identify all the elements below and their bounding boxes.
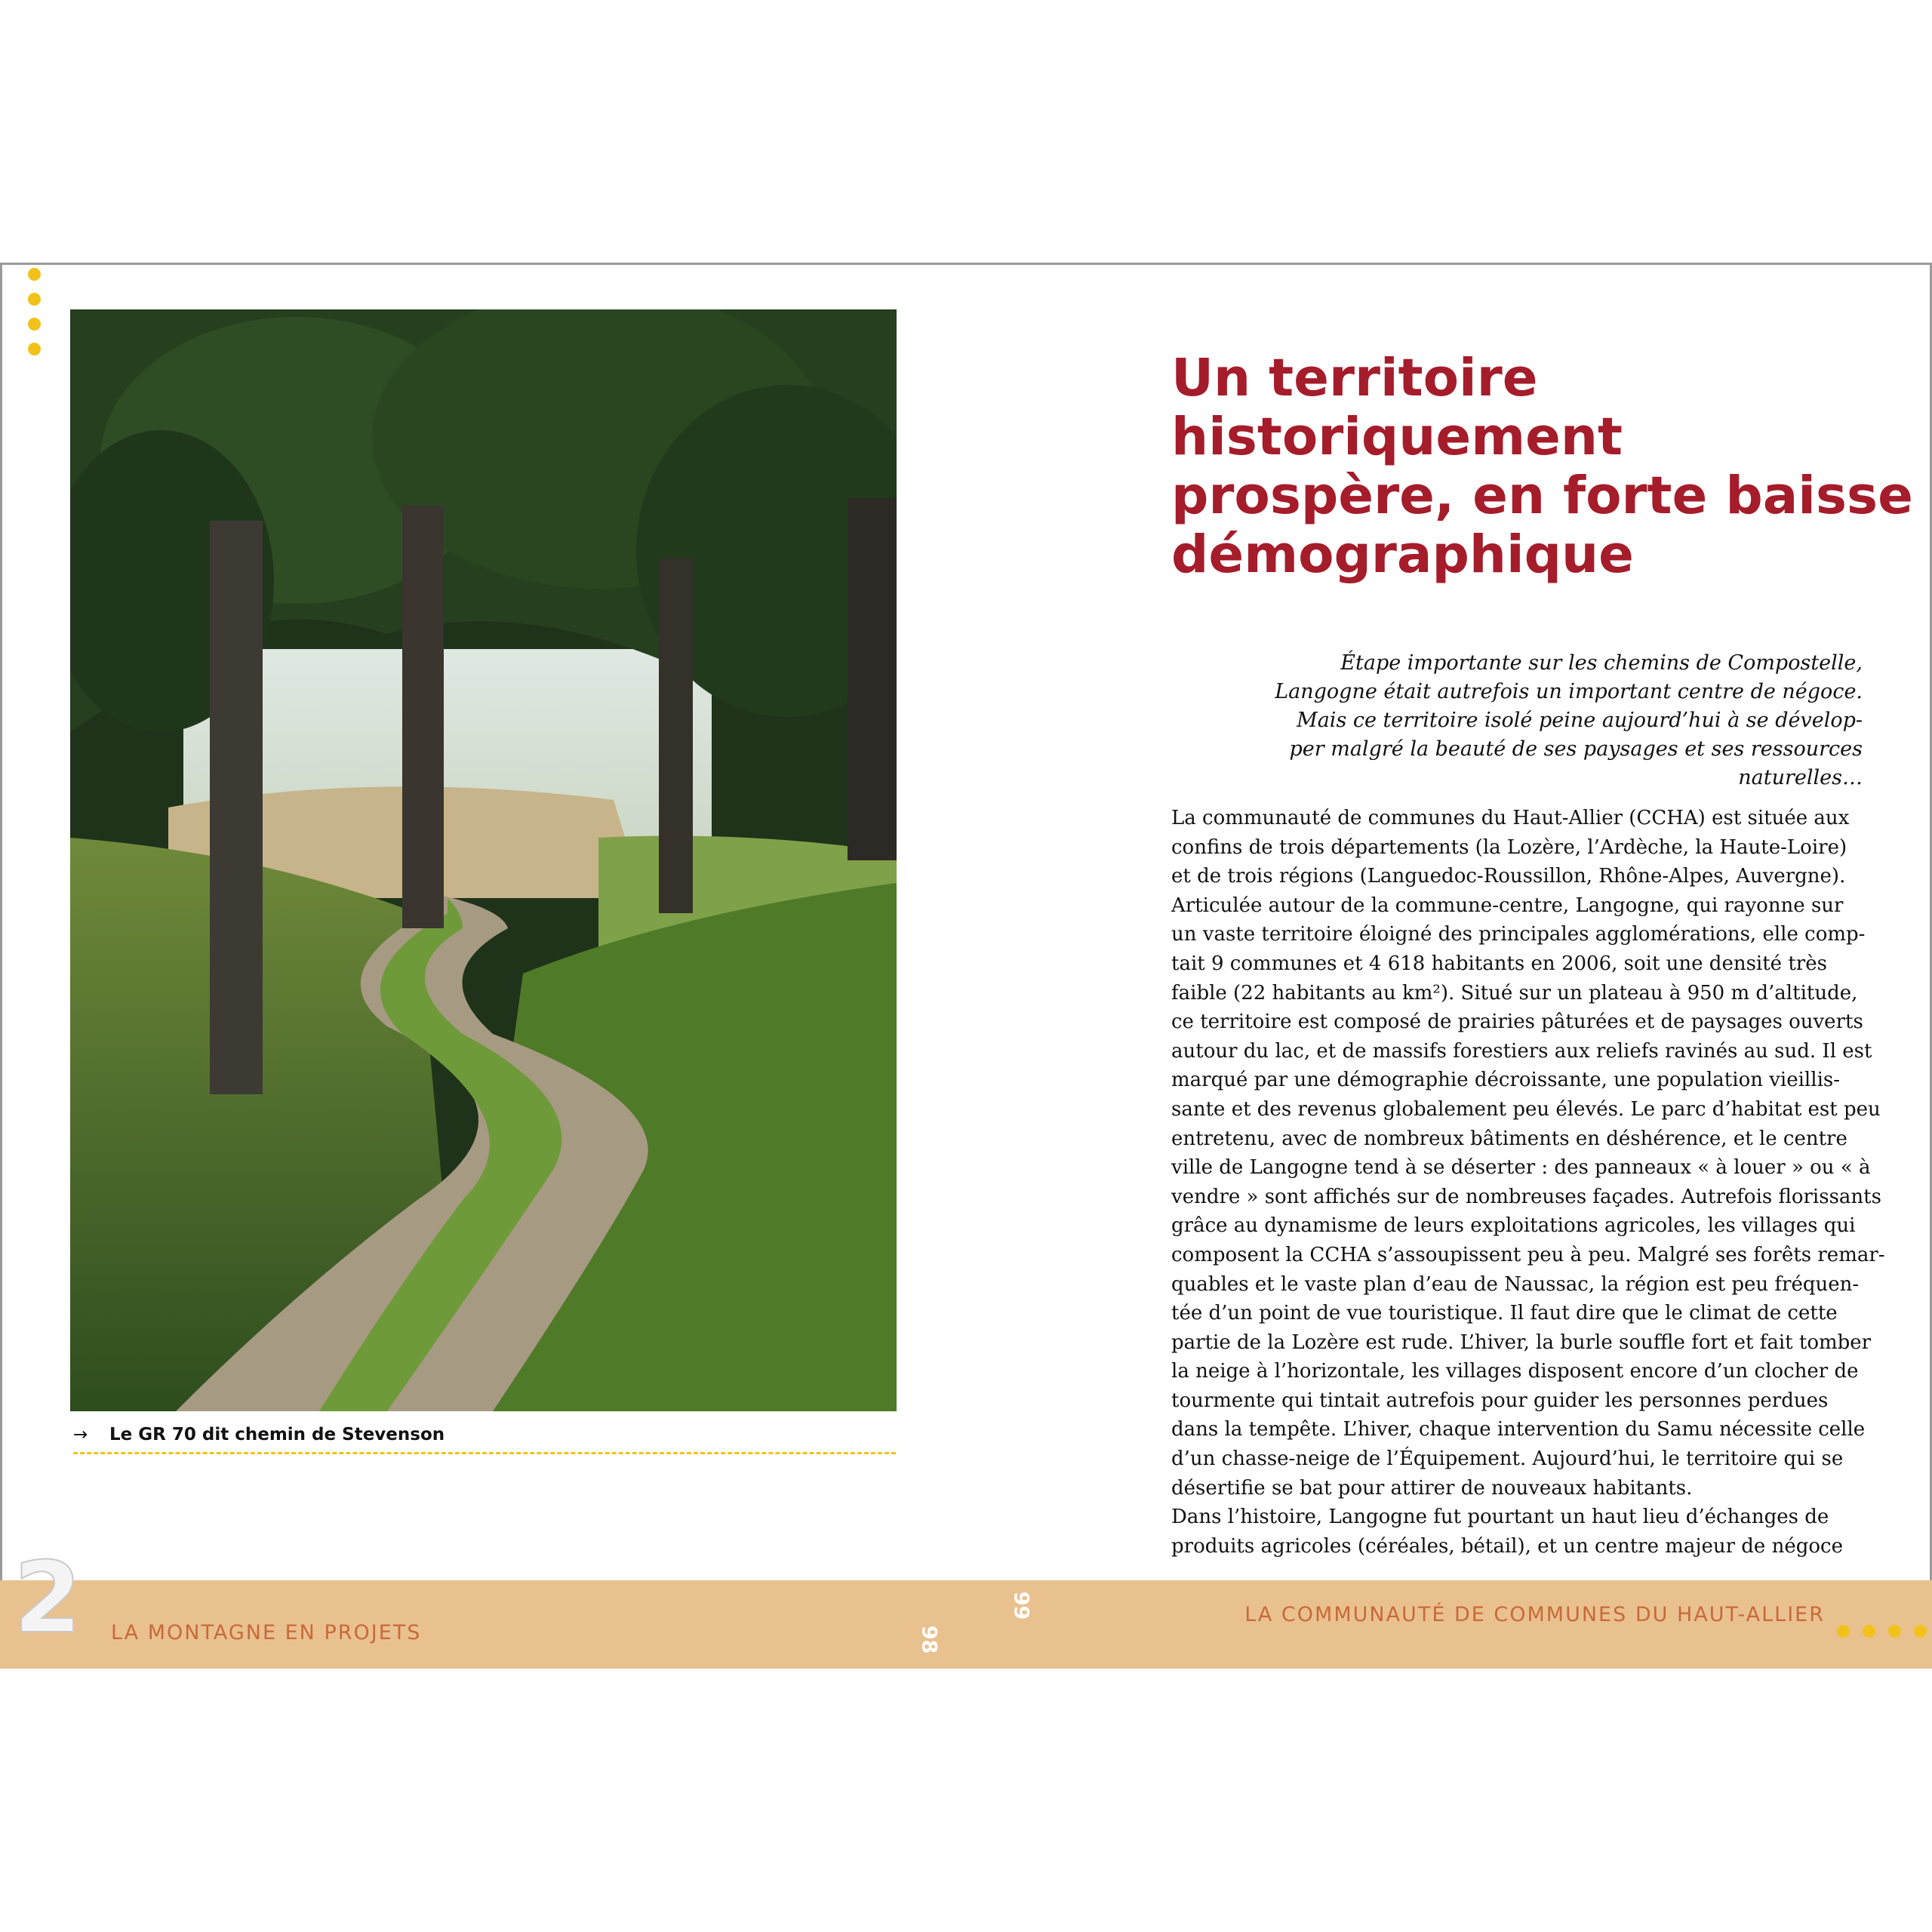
lead-line: per malgré la beauté de ses paysages et ses ressources <box>1289 737 1863 761</box>
body-line: Dans l’histoire, Langogne fut pourtant un haut lieu d’échanges de <box>1171 1506 1829 1529</box>
body-line: autour du lac, et de massifs forestiers aux reliefs ravinés au sud. Il est <box>1171 1039 1872 1063</box>
photo-illustration <box>70 309 897 1411</box>
body-line: d’un chasse-neige de l’Équipement. Aujourd’hui, le territoire qui se <box>1171 1447 1844 1471</box>
body-line: ville de Langogne tend à se déserter : des panneaux « à louer » ou « à <box>1171 1156 1871 1180</box>
caption-text: Le GR 70 dit chemin de Stevenson <box>109 1425 445 1444</box>
body-line: faible (22 habitants au km²). Situé sur un plateau à 950 m d’altitude, <box>1171 981 1858 1004</box>
arrow-right-icon: → <box>73 1425 88 1444</box>
body-text <box>1171 804 1885 1561</box>
article-title <box>1171 348 1913 585</box>
body-line: grâce au dynamisme de leurs exploitations agricoles, les villages qui <box>1171 1214 1856 1238</box>
body-line: un vaste territoire éloigné des principales agglomérations, elle comp- <box>1171 923 1866 946</box>
body-line: vendre » sont affichés sur de nombreuses façades. Autrefois florissants <box>1171 1185 1881 1208</box>
page-number-left: 98 <box>917 1625 941 1654</box>
title-line: Un territoire <box>1171 348 1538 408</box>
lead-line: Langogne était autrefois un important centre de négoce. <box>1275 680 1863 703</box>
body-line: dans la tempête. L’hiver, chaque intervention du Samu nécessite celle <box>1171 1418 1866 1441</box>
body-line: produits agricoles (céréales, bétail), et un centre majeur de négoce <box>1171 1534 1843 1558</box>
body-line: sante et des revenus globalement peu élevés. Le parc d’habitat est peu <box>1171 1097 1881 1121</box>
body-line: composent la CCHA s’assoupissent peu à peu. Malgré ses forêts remar- <box>1171 1243 1885 1266</box>
decorative-dots-vertical <box>28 268 43 368</box>
lead-line: Étape importante sur les chemins de Compostelle, <box>1340 651 1863 675</box>
body-line: tourmente qui tintait autrefois pour guider les personnes perdues <box>1171 1389 1829 1412</box>
running-head-right: LA COMMUNAUTÉ DE COMMUNES DU HAUT-ALLIER <box>1244 1603 1825 1626</box>
landscape-photo <box>70 309 897 1411</box>
body-line: tée d’un point de vue touristique. Il faut dire que le climat de cette <box>1171 1302 1838 1325</box>
body-line: ce territoire est composé de prairies pâturées et de paysages ouverts <box>1171 1011 1863 1034</box>
body-line: La communauté de communes du Haut-Allier (CCHA) est située aux <box>1171 807 1850 829</box>
body-line: partie de la Lozère est rude. L’hiver, la burle souffle fort et fait tomber <box>1171 1331 1872 1354</box>
chapter-number: 2 <box>14 1540 82 1655</box>
body-line: Articulée autour de la commune-centre, Langogne, qui rayonne sur <box>1171 894 1844 917</box>
body-line: marqué par une démographie décroissante, une population vieillis- <box>1171 1069 1841 1092</box>
body-line: confins de trois départements (la Lozère, l’Ardèche, la Haute-Loire) <box>1171 835 1847 859</box>
running-head-left: LA MONTAGNE EN PROJETS <box>111 1621 422 1644</box>
title-line: prospère, en forte baisse <box>1171 466 1913 526</box>
body-line: entretenu, avec de nombreux bâtiments en déshérence, et le centre <box>1171 1127 1847 1150</box>
body-line: la neige à l’horizontale, les villages disposent encore d’un clocher de <box>1171 1360 1859 1383</box>
lead-line: naturelles… <box>1738 766 1863 789</box>
body-line: et de trois régions (Languedoc-Roussillon, Rhône-Alpes, Auvergne). <box>1171 865 1846 888</box>
lead-paragraph <box>1208 649 1863 792</box>
title-line: démographique <box>1171 525 1634 585</box>
title-line: historiquement <box>1171 407 1623 467</box>
page-number-right: 99 <box>1009 1591 1033 1620</box>
body-line: désertifie se bat pour attirer de nouveaux habitants. <box>1171 1476 1693 1500</box>
decorative-dots-horizontal <box>1837 1625 1927 1638</box>
body-line: quables et le vaste plan d’eau de Naussac, la région est peu fréquen- <box>1171 1272 1860 1296</box>
body-line: tait 9 communes et 4 618 habitants en 2006, soit une densité très <box>1171 952 1827 975</box>
photo-caption <box>73 1425 896 1454</box>
lead-line: Mais ce territoire isolé peine aujourd’hui à se dévelop- <box>1297 709 1863 732</box>
